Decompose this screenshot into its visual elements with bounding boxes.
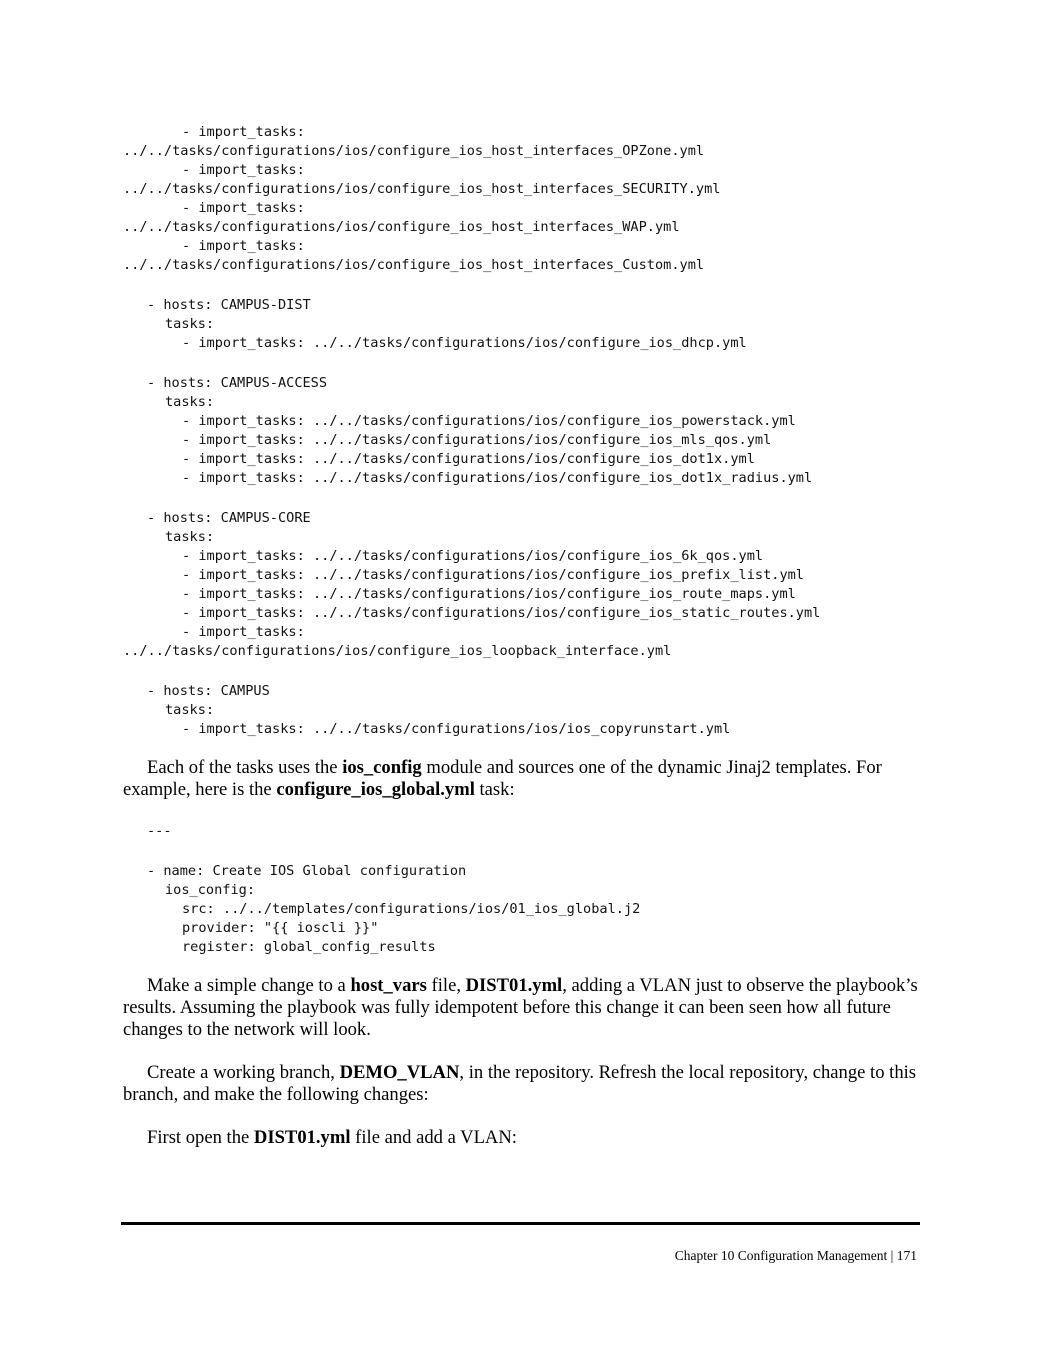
paragraph-open-dist01: First open the DIST01.yml file and add a VLAN:: [147, 1127, 517, 1148]
footer-divider: [121, 1222, 920, 1225]
code-line: ../../tasks/configurations/ios/configure_ios_host_interfaces_WAP.yml: [123, 219, 680, 235]
code-line: src: ../../templates/configurations/ios/01_ios_global.j2: [182, 901, 641, 917]
bold-term: ios_config: [342, 757, 422, 778]
footer-chapter-title: Chapter 10 Configuration Management: [674, 1248, 888, 1263]
code-line: - import_tasks: ../../tasks/configurations/ios/ios_copyrunstart.yml: [182, 721, 731, 737]
code-line: ../../tasks/configurations/ios/configure_ios_host_interfaces_OPZone.yml: [123, 143, 705, 159]
code-line: ios_config:: [165, 882, 256, 898]
bold-term: DIST01.yml: [253, 1127, 351, 1148]
code-line: - import_tasks: ../../tasks/configurations/ios/configure_ios_dot1x.yml: [182, 451, 755, 467]
bold-term: configure_ios_global.yml: [276, 779, 475, 800]
code-line: ---: [147, 823, 172, 839]
code-line: - import_tasks: ../../tasks/configurations/ios/configure_ios_mls_qos.yml: [182, 432, 772, 448]
code-line: - name: Create IOS Global configuration: [147, 863, 467, 879]
code-line: - import_tasks: ../../tasks/configurations/ios/configure_ios_powerstack.yml: [182, 413, 796, 429]
code-line: tasks:: [165, 316, 215, 332]
paragraph-working-branch: Create a working branch, DEMO_VLAN, in the repository. Refresh the local repository, change to this branch, and make the following changes:: [123, 1062, 917, 1105]
bold-term: host_vars: [350, 975, 427, 996]
code-line: - import_tasks: ../../tasks/configurations/ios/configure_ios_route_maps.yml: [182, 586, 796, 602]
code-line: - import_tasks: ../../tasks/configurations/ios/configure_ios_dhcp.yml: [182, 335, 747, 351]
code-block-playbook: [123, 123, 821, 739]
bold-term: DIST01.yml: [465, 975, 563, 996]
code-block-global-task: [147, 822, 640, 957]
page-footer: [675, 1248, 917, 1264]
code-line: register: global_config_results: [182, 939, 436, 955]
code-line: - import_tasks:: [182, 200, 305, 216]
code-line: - import_tasks: ../../tasks/configurations/ios/configure_ios_static_routes.yml: [182, 605, 821, 621]
code-line: tasks:: [165, 529, 215, 545]
code-line: provider: "{{ ioscli }}": [182, 920, 379, 936]
code-line: - hosts: CAMPUS-DIST: [147, 297, 311, 313]
code-line: - import_tasks: ../../tasks/configurations/ios/configure_ios_prefix_list.yml: [182, 567, 804, 583]
code-line: - import_tasks: ../../tasks/configurations/ios/configure_ios_dot1x_radius.yml: [182, 470, 813, 486]
paragraph-host-vars: Make a simple change to a host_vars file, DIST01.yml, adding a VLAN just to observe the playbook’s results. Assuming the playbook was fully idempotent before this change it can been seen how all future changes to the network will look.: [123, 975, 918, 1040]
code-line: ../../tasks/configurations/ios/configure_ios_loopback_interface.yml: [123, 643, 672, 659]
code-line: ../../tasks/configurations/ios/configure_ios_host_interfaces_Custom.yml: [123, 257, 705, 273]
code-line: tasks:: [165, 702, 215, 718]
code-line: - import_tasks:: [182, 624, 305, 640]
code-line: - hosts: CAMPUS-ACCESS: [147, 375, 328, 391]
footer-separator: |: [890, 1248, 894, 1263]
code-line: - import_tasks:: [182, 238, 305, 254]
code-line: - import_tasks:: [182, 124, 305, 140]
page-number: 171: [896, 1248, 917, 1263]
code-line: - hosts: CAMPUS: [147, 683, 270, 699]
code-line: - hosts: CAMPUS-CORE: [147, 510, 311, 526]
code-line: tasks:: [165, 394, 215, 410]
paragraph-ios-config: Each of the tasks uses the ios_config module and sources one of the dynamic Jinaj2 templates. For example, here is the configure_ios_global.yml task:: [123, 757, 882, 800]
bold-term: DEMO_VLAN: [339, 1062, 460, 1083]
code-line: ../../tasks/configurations/ios/configure_ios_host_interfaces_SECURITY.yml: [123, 181, 721, 197]
code-line: - import_tasks: ../../tasks/configurations/ios/configure_ios_6k_qos.yml: [182, 548, 764, 564]
code-line: - import_tasks:: [182, 162, 305, 178]
